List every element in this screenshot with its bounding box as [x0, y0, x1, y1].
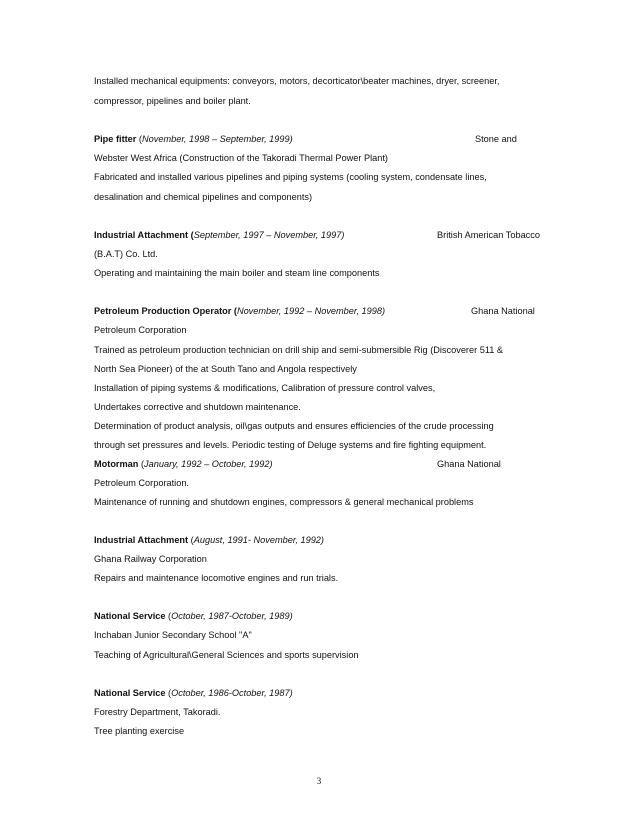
attachment-bat-heading	[94, 229, 344, 241]
national-service-1-desc-1: Teaching of Agricultural\General Sciences and sports supervision	[94, 650, 359, 660]
intro-line-2: compressor, pipelines and boiler plant.	[94, 96, 251, 106]
attachment-railway-employer: Ghana Railway Corporation	[94, 554, 207, 564]
paren-open: (	[136, 134, 142, 144]
job-title: Petroleum Production Operator (	[94, 306, 237, 316]
petroleum-operator-desc-5: Determination of product analysis, oil\gas outputs and ensures efficiencies of the crude processing	[94, 421, 494, 431]
national-service-1-heading	[94, 610, 293, 622]
attachment-bat-employer: British American Tobacco	[437, 230, 540, 240]
attachment-bat-desc-1: Operating and maintaining the main boiler and steam line components	[94, 268, 380, 278]
attachment-railway-desc-1: Repairs and maintenance locomotive engines and run trials.	[94, 573, 339, 583]
pipe-fitter-heading	[94, 133, 293, 145]
job-title: Pipe fitter	[94, 134, 137, 144]
job-dates: August, 1991- November, 1992)	[193, 535, 324, 545]
job-title: National Service	[94, 688, 166, 698]
intro-line-1: Installed mechanical equipments: conveyors, motors, decorticator\beater machines, dryer, screener,	[94, 76, 500, 86]
petroleum-operator-heading	[94, 305, 385, 317]
pipe-fitter-employer-line: Webster West Africa (Construction of the Takoradi Thermal Power Plant)	[94, 153, 388, 163]
petroleum-operator-desc-6: through set pressures and levels. Periodic testing of Deluge systems and fire fighting equipment.	[94, 440, 487, 450]
job-dates: January, 1992 – October, 1992)	[144, 459, 273, 469]
paren-open: (	[188, 535, 194, 545]
petroleum-operator-desc-4: Undertakes corrective and shutdown maintenance.	[94, 402, 301, 412]
job-dates: October, 1986-October, 1987)	[171, 688, 293, 698]
attachment-bat-employer-line: (B.A.T) Co. Ltd.	[94, 249, 158, 259]
job-dates: November, 1998 – September, 1999)	[142, 134, 293, 144]
job-title: Motorman	[94, 459, 139, 469]
job-title: National Service	[94, 611, 166, 621]
job-dates: September, 1997 – November, 1997)	[193, 230, 345, 240]
motorman-employer: Ghana National	[437, 459, 501, 469]
national-service-2-heading	[94, 687, 293, 699]
attachment-railway-heading	[94, 534, 324, 546]
national-service-1-employer: Inchaban Junior Secondary School "A"	[94, 630, 252, 640]
pipe-fitter-desc-1: Fabricated and installed various pipelines and piping systems (cooling system, condensate lines,	[94, 172, 487, 182]
job-title: Industrial Attachment (	[94, 230, 194, 240]
paren-open: (	[165, 611, 172, 621]
page-number: 3	[316, 776, 322, 786]
job-title: Industrial Attachment	[94, 535, 189, 545]
paren-open: (	[138, 459, 145, 469]
paren-open: (	[165, 688, 172, 698]
petroleum-operator-employer: Ghana National	[471, 306, 535, 316]
petroleum-operator-employer-line: Petroleum Corporation	[94, 325, 187, 335]
petroleum-operator-desc-3: Installation of piping systems & modifications, Calibration of pressure control valves,	[94, 383, 436, 393]
national-service-2-desc-1: Tree planting exercise	[94, 726, 185, 736]
motorman-desc-1: Maintenance of running and shutdown engines, compressors & general mechanical problems	[94, 497, 474, 507]
motorman-heading	[94, 458, 273, 470]
pipe-fitter-desc-2: desalination and chemical pipelines and components)	[94, 192, 313, 202]
pipe-fitter-employer: Stone and	[475, 134, 517, 144]
job-dates: November, 1992 – November, 1998)	[236, 306, 386, 316]
petroleum-operator-desc-1: Trained as petroleum production technician on drill ship and semi-submersible Rig (Discoverer 511 &	[94, 345, 504, 355]
petroleum-operator-desc-2: North Sea Pioneer) of the at South Tano and Angola respectively	[94, 364, 357, 374]
job-dates: October, 1987-October, 1989)	[171, 611, 293, 621]
motorman-employer-line: Petroleum Corporation.	[94, 478, 189, 488]
national-service-2-employer: Forestry Department, Takoradi.	[94, 707, 221, 717]
